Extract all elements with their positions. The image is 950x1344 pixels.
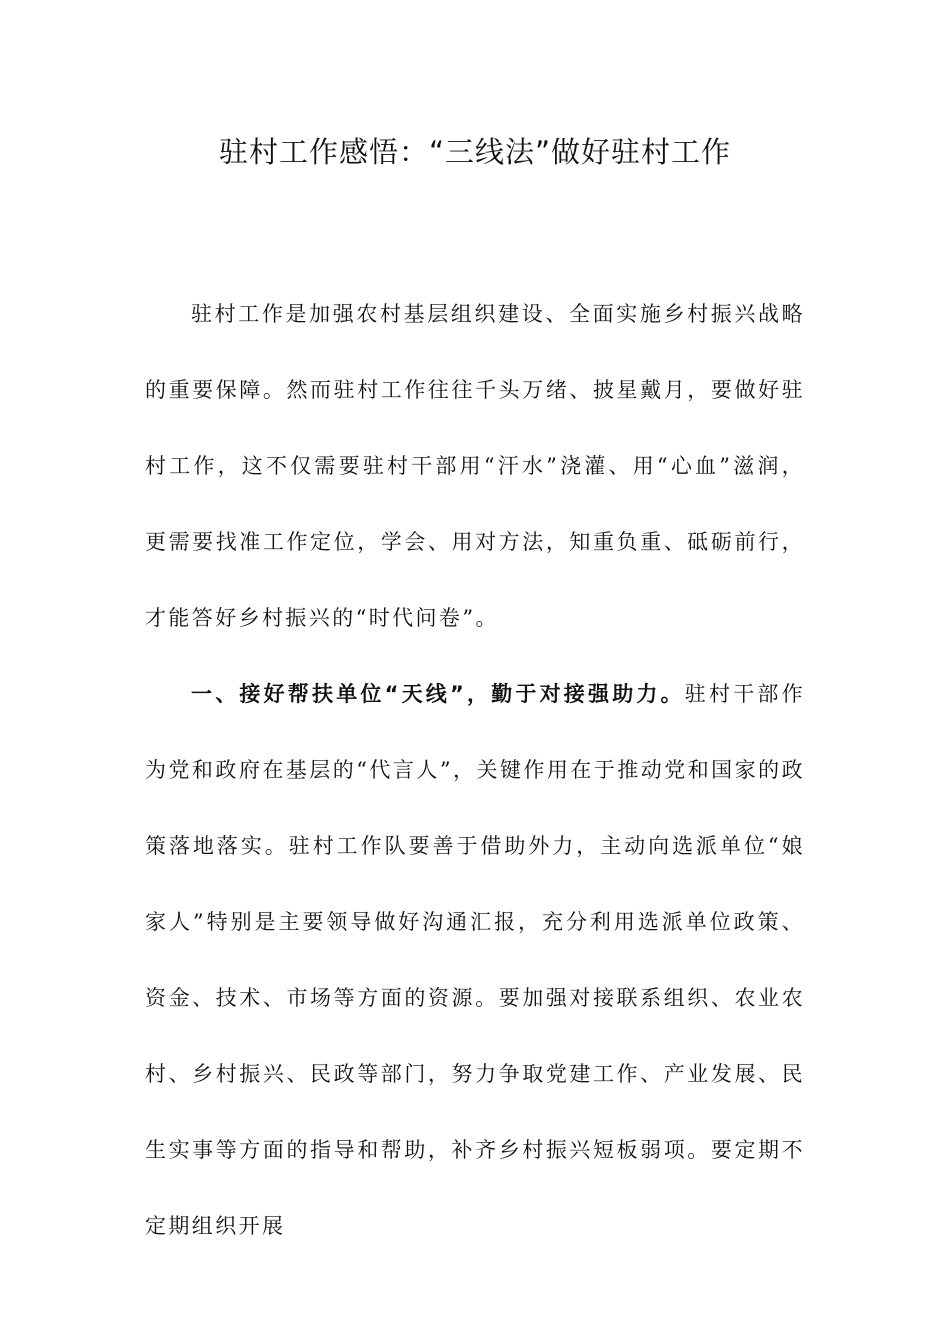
page-title: 驻村工作感悟：“三线法”做好驻村工作 [218, 135, 732, 169]
paragraph-intro [145, 276, 805, 656]
paragraph-section-one [145, 656, 805, 1264]
document-body [145, 276, 805, 1264]
paragraph-lead: 一、接好帮扶单位“天线”，勤于对接强助力。 [191, 682, 685, 706]
paragraph-text: 驻村干部作为党和政府在基层的“代言人”，关键作用在于推动党和国家的政策落地落实。驻村工作队要善于借助外力，主动向选派单位“娘家人”特别是主要领导做好沟通汇报，充分利用选派单位政策、资金、技术、市场等方面的资源。要加强对接联系组织、农业农村、乡村振兴、民政等部门，努力争取党建工作、产业发展、民生实事等方面的指导和帮助，补齐乡村振兴短板弱项。要定期不定期组织开展 [145, 682, 805, 1238]
paragraph-text: 驻村工作是加强农村基层组织建设、全面实施乡村振兴战略的重要保障。然而驻村工作往往千头万绪、披星戴月，要做好驻村工作，这不仅需要驻村干部用“汗水”浇灌、用“心血”滋润，更需要找准工作定位，学会、用对方法，知重负重、砥砺前行，才能答好乡村振兴的“时代问卷”。 [145, 302, 805, 630]
